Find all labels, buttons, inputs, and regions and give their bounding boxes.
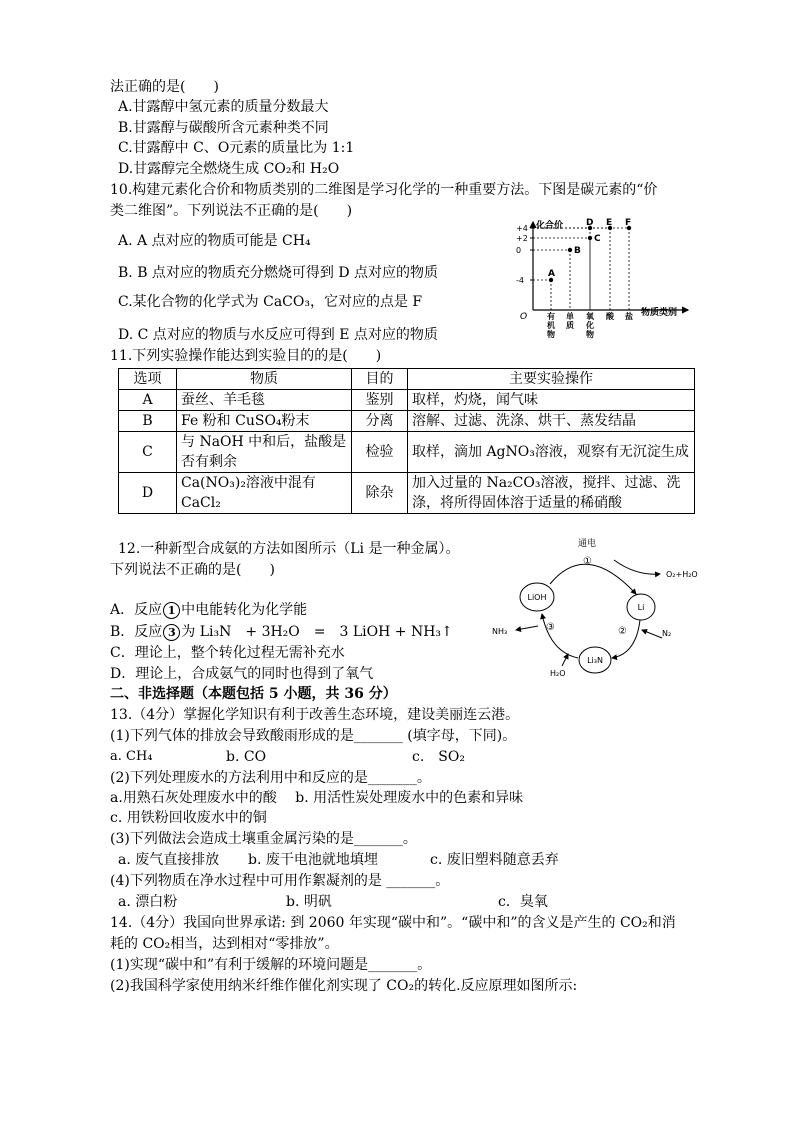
option-prefix: A．反应: [110, 602, 163, 618]
q13-p1-option-a: a. CH₄: [110, 749, 153, 764]
section-heading: 二、非选择题（本题包括 5 小题，共 36 分）: [110, 686, 397, 702]
table-cell: 分离: [352, 411, 408, 432]
reaction-number-badge: 3: [163, 624, 180, 641]
arrow-nh3-out: [516, 626, 538, 630]
q10-stem-line2: 类二维图”。下列说法不正确的是( ): [110, 203, 353, 219]
q10-option-a: A. A 点对应的物质可能是 CH₄: [118, 233, 311, 249]
point-label: D: [586, 218, 594, 228]
table-cell: 加入过量的 Na₂CO₃溶液，搅拌、过滤、洗涤，将所得固体溶于适量的稀硝酸: [408, 473, 695, 514]
label-electrolysis: 通电: [578, 539, 597, 549]
chart-point: [588, 236, 592, 240]
q13-part4: (4)下列物质在净水过程中可用作絮凝剂的是 _______。: [110, 873, 450, 889]
q12-option-d: D．理论上，合成氨气的同时也得到了氧气: [110, 666, 374, 682]
label-reaction-2: ②: [618, 626, 627, 637]
option-text: 为 Li₃N + 3H₂O = 3 LiOH + NH₃↑: [181, 624, 453, 640]
y-tick-label: +4: [516, 224, 528, 233]
table-cell: C: [119, 432, 177, 473]
q13-p1-option-c: c. SO₂: [412, 749, 465, 765]
table-cell: A: [119, 390, 177, 411]
table-cell: 取样，滴加 AgNO₃溶液，观察有无沉淀生成: [408, 432, 695, 473]
table-cell: 检验: [352, 432, 408, 473]
arc-reaction-1: [550, 564, 636, 594]
q10-option-d: D. C 点对应的物质与水反应可得到 E 点对应的物质: [118, 327, 438, 343]
label-reaction-3: ③: [546, 622, 555, 633]
q13-part3: (3)下列做法会造成土壤重金属污染的是_______。: [110, 831, 417, 847]
ammonia-cycle-diagram: [486, 534, 716, 684]
table-cell: 除杂: [352, 473, 408, 514]
node-li3n-label: Li₃N: [587, 656, 603, 665]
table-cell: 鉴别: [352, 390, 408, 411]
reaction-number-badge: 1: [163, 602, 180, 619]
q9-option-b: B.甘露醇与碳酸所含元素种类不同: [118, 120, 329, 136]
table-row: [119, 473, 695, 514]
y-tick-label: -4: [516, 276, 524, 285]
label-reaction-1: ①: [583, 556, 592, 567]
table-cell: 与 NaOH 中和后，盐酸是否有剩余: [177, 432, 352, 473]
table-row: [119, 390, 695, 411]
table-cell: 溶解、过滤、洗涤、烘干、蒸发结晶: [408, 411, 695, 432]
q14-part1: (1)实现“碳中和”有利于缓解的环境问题是_______。: [110, 957, 432, 973]
x-category-label: 单质: [566, 312, 574, 330]
q10-option-b: B. B 点对应的物质充分燃烧可得到 D 点对应的物质: [118, 265, 439, 281]
x-category-label: 酸: [606, 312, 614, 321]
table-row: [119, 411, 695, 432]
table-header-row: [119, 369, 695, 390]
table-row: [119, 432, 695, 473]
q13-part2: (2)下列处理废水的方法利用中和反应的是_______。: [110, 770, 431, 786]
q13-p4-option-a: a. 漂白粉: [118, 894, 178, 910]
q11-stem: 11.下列实验操作能达到实验目的的是( ): [110, 348, 382, 364]
table-cell: B: [119, 411, 177, 432]
arc-reaction-3: [542, 614, 578, 658]
q12-option-b: [110, 622, 453, 642]
table-header-cell: 物质: [177, 369, 352, 390]
q9-option-d: D.甘露醇完全燃烧生成 CO₂和 H₂O: [118, 161, 340, 177]
x-category-label: 有机物: [547, 312, 555, 339]
table-header-cell: 目的: [352, 369, 408, 390]
node-li-label: Li: [637, 603, 645, 612]
point-label: A: [548, 269, 555, 279]
q13-part1: (1)下列气体的排放会导致酸雨形成的是_______ (填字母，下同)。: [110, 728, 517, 744]
q14-stem-line2: 耗的 CO₂相当，达到相对“零排放”。: [110, 936, 339, 952]
point-label: F: [625, 218, 632, 228]
y-tick-label: +2: [516, 234, 528, 243]
q11-options-table: [118, 368, 695, 514]
q12-option-a: [110, 600, 307, 620]
y-axis-title: 化合价: [536, 221, 564, 231]
option-prefix: B．反应: [110, 624, 163, 640]
table-cell: 取样，灼烧，闻气味: [408, 390, 695, 411]
option-text: 中电能转化为化学能: [181, 602, 308, 618]
x-axis-title: 物质类别: [641, 308, 678, 318]
q10-option-c: C.某化合物的化学式为 CaCO₃，它对应的点是 F: [118, 294, 423, 310]
arrow-o2-h2o-out: [614, 560, 660, 574]
valence-chart: [508, 214, 698, 344]
label-o2-h2o: O₂+H₂O: [666, 570, 698, 579]
q13-p4-option-c: c．臭氧: [498, 894, 548, 910]
table-header-cell: 选项: [119, 369, 177, 390]
q9-option-c: C.甘露醇中 C、O元素的质量比为 1:1: [118, 140, 355, 156]
q9-option-a: A.甘露醇中氢元素的质量分数最大: [118, 99, 329, 115]
q14-part2: (2)我国科学家使用纳米纤维作催化剂实现了 CO₂的转化.反应原理如图所示:: [110, 978, 578, 994]
q13-p3-option-b: b. 废干电池就地填埋: [248, 852, 378, 868]
x-category-label: 氧化物: [586, 312, 594, 339]
q9-stem-tail: 法正确的是( ): [110, 79, 219, 95]
table-cell: D: [119, 473, 177, 514]
chart-point: [568, 248, 572, 252]
q13-p1-option-b: b. CO: [226, 749, 267, 765]
q13-p2-options-ab: a.用熟石灰处理废水中的酸 b. 用活性炭处理废水中的色素和异味: [110, 790, 524, 806]
q13-p4-option-b: b. 明矾: [286, 894, 332, 910]
table-header-cell: 主要实验操作: [408, 369, 695, 390]
q10-stem-line1: 10.构建元素化合价和物质类别的二维图是学习化学的一种重要方法。下图是碳元素的“价: [110, 182, 658, 198]
q13-stem: 13.（4分）掌握化学知识有利于改善生态环境，建设美丽连云港。: [110, 707, 520, 723]
q12-option-c: C．理论上，整个转化过程无需补充水: [110, 645, 345, 661]
point-label: B: [574, 246, 581, 256]
label-nh3: NH₃: [492, 627, 508, 636]
label-n2: N₂: [662, 629, 672, 638]
origin-label: O: [520, 312, 528, 322]
point-label: C: [594, 234, 601, 244]
table-cell: 蚕丝、羊毛毯: [177, 390, 352, 411]
q13-p3-option-c: c. 废旧塑料随意丢弃: [430, 852, 559, 868]
q13-p3-option-a: a. 废气直接排放: [118, 852, 220, 868]
q12-stem-line1: 12.一种新型合成氨的方法如图所示（Li 是一种金属）。: [118, 541, 460, 557]
point-label: E: [606, 218, 613, 228]
arrow-h2o-in: [562, 654, 568, 666]
q13-p2-option-c: c. 用铁粉回收废水中的铜: [110, 810, 267, 826]
label-h2o: H₂O: [550, 669, 566, 678]
x-category-label: 盐: [625, 312, 633, 321]
q12-stem-line2: 下列说法不正确的是( ): [110, 562, 275, 578]
arrow-n2-in: [642, 630, 662, 638]
y-tick-label: 0: [516, 246, 522, 255]
q14-stem-line1: 14.（4分）我国向世界承诺: 到 2060 年实现“碳中和”。“碳中和”的含义是产生的 CO₂和消: [110, 915, 676, 931]
table-cell: Fe 粉和 CuSO₄粉末: [177, 411, 352, 432]
node-lioh-label: LiOH: [527, 593, 547, 602]
table-cell: Ca(NO₃)₂溶液中混有 CaCl₂: [177, 473, 352, 514]
